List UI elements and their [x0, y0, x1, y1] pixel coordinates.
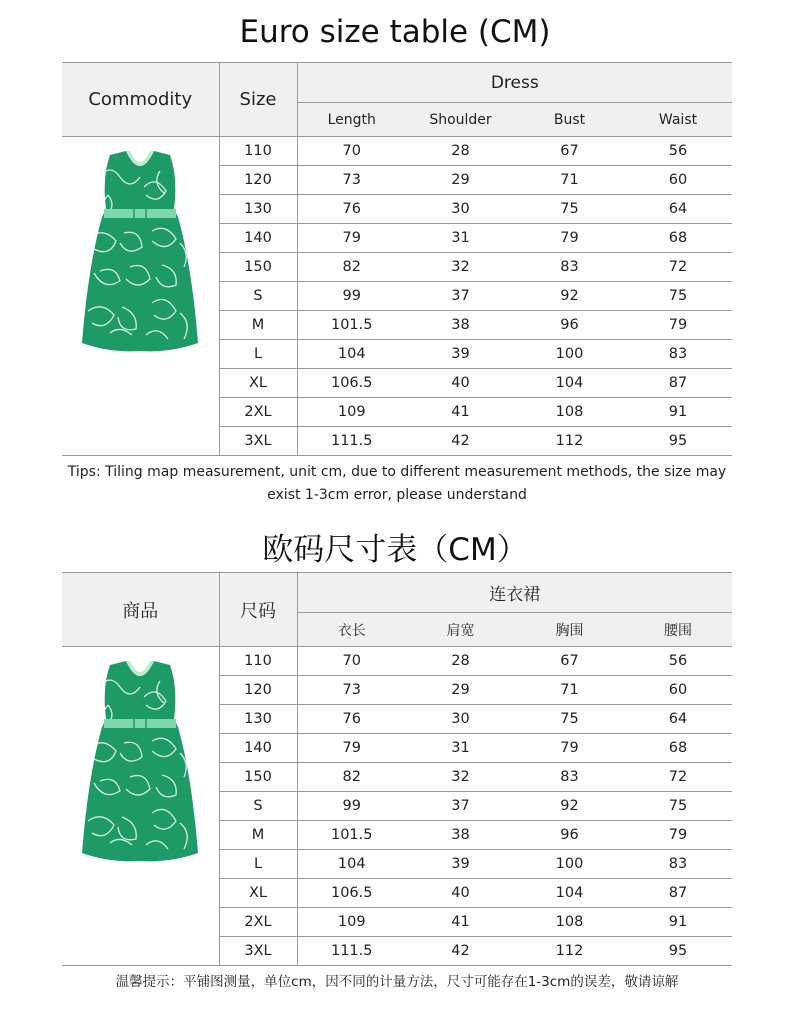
measure-cell: 40: [406, 879, 515, 908]
size-cell: M: [219, 821, 297, 850]
measure-cell: 100: [515, 850, 624, 879]
size-cell: 110: [219, 647, 297, 676]
header-length: Length: [297, 103, 406, 137]
chinese-tip: 温馨提示：平铺图测量，单位cm，因不同的计量方法，尺寸可能存在1-3cm的误差，敬请谅解: [115, 974, 679, 990]
measure-cell: 112: [515, 427, 624, 456]
measure-cell: 60: [624, 166, 732, 195]
measure-cell: 30: [406, 705, 515, 734]
measure-cell: 28: [406, 137, 515, 166]
size-cell: 120: [219, 166, 297, 195]
measure-cell: 92: [515, 282, 624, 311]
measure-cell: 79: [297, 224, 406, 253]
size-cell: L: [219, 340, 297, 369]
chinese-table-title: 欧码尺寸表（CM）: [262, 532, 528, 568]
measure-cell: 72: [624, 253, 732, 282]
dress-image: [80, 657, 200, 867]
measure-cell: 60: [624, 676, 732, 705]
size-cell: 150: [219, 763, 297, 792]
measure-cell: 72: [624, 763, 732, 792]
measure-cell: 42: [406, 427, 515, 456]
measure-cell: 75: [515, 705, 624, 734]
measure-cell: 70: [297, 647, 406, 676]
measure-cell: 91: [624, 398, 732, 427]
size-cell: 120: [219, 676, 297, 705]
header-bust: Bust: [515, 103, 624, 137]
measure-cell: 104: [515, 369, 624, 398]
header-waist: Waist: [624, 103, 732, 137]
measure-cell: 101.5: [297, 821, 406, 850]
measure-cell: 71: [515, 166, 624, 195]
measure-cell: 91: [624, 908, 732, 937]
english-table-title: Euro size table (CM): [239, 14, 551, 50]
size-cell: 3XL: [219, 427, 297, 456]
measure-cell: 99: [297, 282, 406, 311]
measure-cell: 64: [624, 195, 732, 224]
english-size-table: [62, 62, 732, 456]
measure-cell: 83: [515, 253, 624, 282]
measure-cell: 87: [624, 369, 732, 398]
size-cell: 110: [219, 137, 297, 166]
size-cell: XL: [219, 879, 297, 908]
size-cell: 3XL: [219, 937, 297, 966]
measure-cell: 79: [624, 821, 732, 850]
measure-cell: 32: [406, 253, 515, 282]
measure-cell: 75: [515, 195, 624, 224]
measure-cell: 30: [406, 195, 515, 224]
measure-cell: 39: [406, 340, 515, 369]
measure-cell: 108: [515, 908, 624, 937]
measure-cell: 68: [624, 734, 732, 763]
measure-cell: 106.5: [297, 369, 406, 398]
measure-cell: 71: [515, 676, 624, 705]
measure-cell: 41: [406, 398, 515, 427]
measure-cell: 38: [406, 821, 515, 850]
measure-cell: 83: [515, 763, 624, 792]
header-commodity: Commodity: [62, 63, 219, 137]
size-cell: 130: [219, 705, 297, 734]
header-dress-group: 连衣裙: [297, 573, 732, 613]
header-length: 衣长: [297, 613, 406, 647]
measure-cell: 111.5: [297, 427, 406, 456]
header-bust: 胸围: [515, 613, 624, 647]
table-row: [62, 137, 732, 166]
measure-cell: 64: [624, 705, 732, 734]
measure-cell: 96: [515, 311, 624, 340]
measure-cell: 79: [297, 734, 406, 763]
measure-cell: 56: [624, 137, 732, 166]
size-cell: XL: [219, 369, 297, 398]
measure-cell: 39: [406, 850, 515, 879]
measure-cell: 28: [406, 647, 515, 676]
header-shoulder: Shoulder: [406, 103, 515, 137]
measure-cell: 108: [515, 398, 624, 427]
measure-cell: 82: [297, 253, 406, 282]
measure-cell: 79: [515, 734, 624, 763]
header-size: 尺码: [219, 573, 297, 647]
measure-cell: 95: [624, 427, 732, 456]
measure-cell: 31: [406, 224, 515, 253]
measure-cell: 67: [515, 647, 624, 676]
size-cell: 2XL: [219, 908, 297, 937]
size-cell: 130: [219, 195, 297, 224]
measure-cell: 106.5: [297, 879, 406, 908]
measure-cell: 104: [297, 340, 406, 369]
measure-cell: 31: [406, 734, 515, 763]
measure-cell: 96: [515, 821, 624, 850]
measure-cell: 79: [624, 311, 732, 340]
dress-image: [80, 147, 200, 357]
measure-cell: 73: [297, 166, 406, 195]
measure-cell: 79: [515, 224, 624, 253]
measure-cell: 92: [515, 792, 624, 821]
measure-cell: 40: [406, 369, 515, 398]
measure-cell: 42: [406, 937, 515, 966]
english-tip: Tips: Tiling map measurement, unit cm, due to different measurement methods, the size may exist 1-3cm error, please understand: [67, 464, 727, 503]
table-row: [62, 647, 732, 676]
measure-cell: 83: [624, 340, 732, 369]
measure-cell: 37: [406, 792, 515, 821]
size-cell: S: [219, 792, 297, 821]
measure-cell: 101.5: [297, 311, 406, 340]
measure-cell: 38: [406, 311, 515, 340]
header-waist: 腰围: [624, 613, 732, 647]
measure-cell: 37: [406, 282, 515, 311]
measure-cell: 75: [624, 282, 732, 311]
size-cell: 2XL: [219, 398, 297, 427]
measure-cell: 99: [297, 792, 406, 821]
measure-cell: 68: [624, 224, 732, 253]
size-cell: 140: [219, 224, 297, 253]
commodity-image-cell: [62, 137, 219, 456]
size-cell: L: [219, 850, 297, 879]
measure-cell: 75: [624, 792, 732, 821]
size-cell: M: [219, 311, 297, 340]
size-cell: S: [219, 282, 297, 311]
measure-cell: 104: [515, 879, 624, 908]
measure-cell: 76: [297, 195, 406, 224]
measure-cell: 83: [624, 850, 732, 879]
measure-cell: 82: [297, 763, 406, 792]
chinese-size-table: [62, 572, 732, 966]
measure-cell: 95: [624, 937, 732, 966]
header-size: Size: [219, 63, 297, 137]
measure-cell: 32: [406, 763, 515, 792]
measure-cell: 111.5: [297, 937, 406, 966]
header-commodity: 商品: [62, 573, 219, 647]
size-cell: 150: [219, 253, 297, 282]
measure-cell: 100: [515, 340, 624, 369]
measure-cell: 112: [515, 937, 624, 966]
measure-cell: 41: [406, 908, 515, 937]
measure-cell: 56: [624, 647, 732, 676]
measure-cell: 104: [297, 850, 406, 879]
measure-cell: 76: [297, 705, 406, 734]
measure-cell: 87: [624, 879, 732, 908]
measure-cell: 109: [297, 908, 406, 937]
commodity-image-cell: [62, 647, 219, 966]
measure-cell: 29: [406, 166, 515, 195]
measure-cell: 67: [515, 137, 624, 166]
size-cell: 140: [219, 734, 297, 763]
measure-cell: 73: [297, 676, 406, 705]
measure-cell: 70: [297, 137, 406, 166]
header-shoulder: 肩宽: [406, 613, 515, 647]
header-dress-group: Dress: [297, 63, 732, 103]
measure-cell: 109: [297, 398, 406, 427]
measure-cell: 29: [406, 676, 515, 705]
